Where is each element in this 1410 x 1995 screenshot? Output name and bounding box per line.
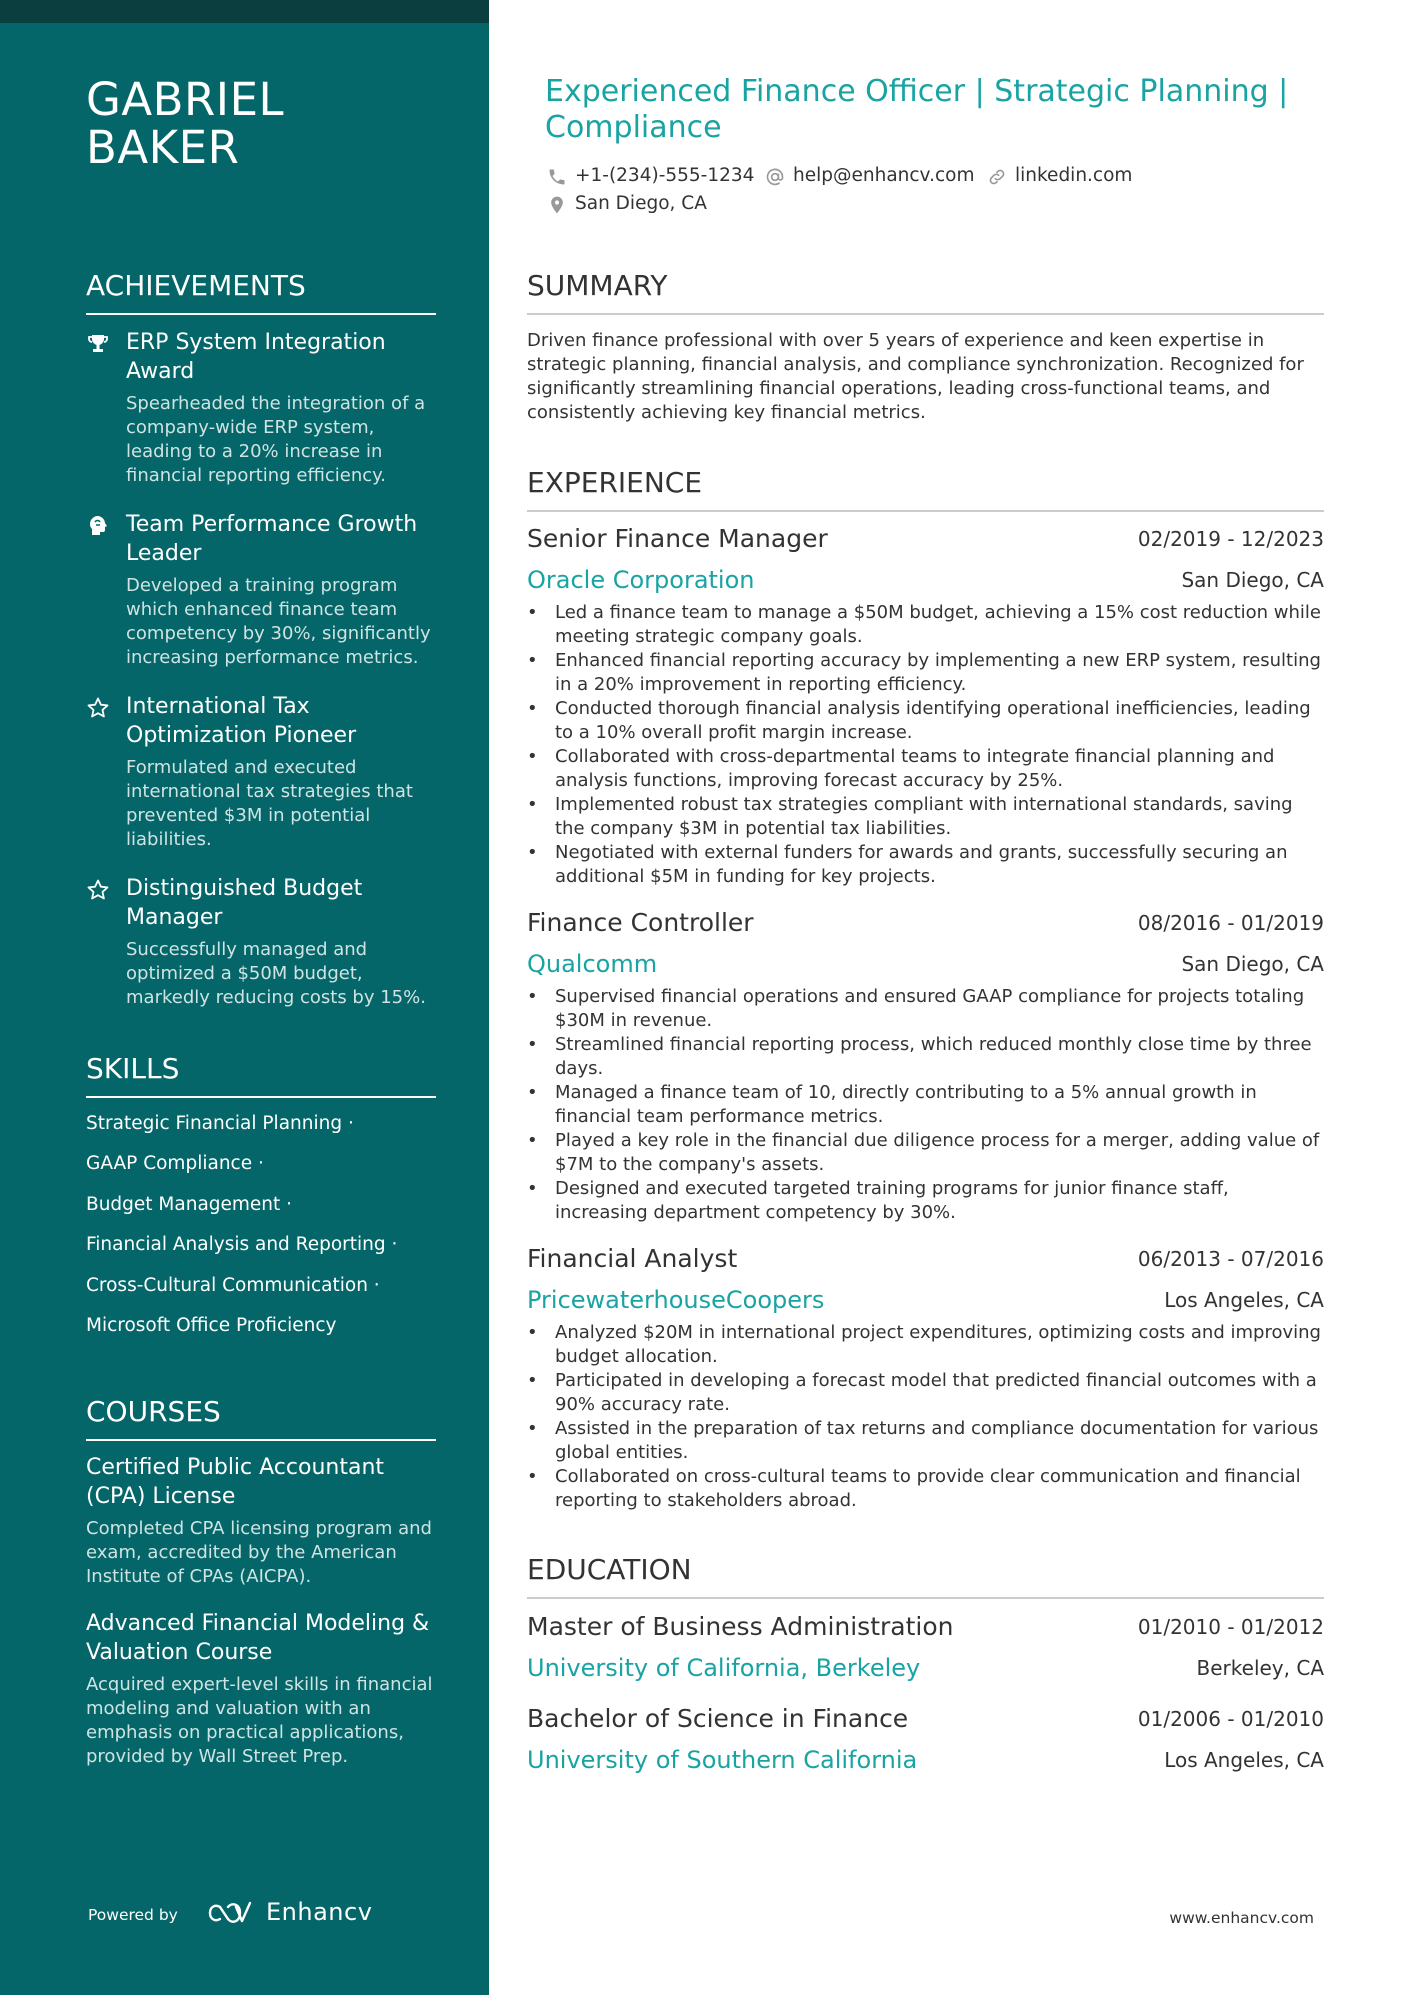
- candidate-name: [86, 73, 285, 174]
- trophy-icon: [86, 332, 110, 356]
- bullet-item: • Analyzed $20M in international project expenditures, optimizing costs and improving budget allocation.: [527, 1321, 1327, 1369]
- achievement-desc: Formulated and executed international tax strategies that prevented $3M in potential liabilities.: [126, 757, 413, 850]
- job-title: Financial Analyst: [527, 1244, 738, 1273]
- course-title: Advanced Financial Modeling & Valuation Course: [86, 1611, 430, 1665]
- summary-text: Driven finance professional with over 5 years of experience and keen expertise in strategic planning, financial analysis, and compliance synchronization. Recognized for significantly streamlining financial operations, leading cross-functional teams, and consistently achieving key financial metrics.: [527, 330, 1304, 423]
- name-first: GABRIEL: [86, 73, 285, 126]
- bullet-item: • Participated in developing a forecast model that predicted financial outcomes with a 90% accuracy rate.: [527, 1369, 1327, 1417]
- education-heading: EDUCATION: [527, 1553, 1324, 1599]
- enhancv-logo-icon: [206, 1898, 256, 1928]
- experience-heading: EXPERIENCE: [527, 466, 1324, 512]
- name-last: BAKER: [86, 121, 240, 174]
- school-name: University of California, Berkeley: [527, 1654, 921, 1682]
- achievement-title: Team Performance Growth Leader: [126, 512, 418, 566]
- achievement-title: International Tax Optimization Pioneer: [126, 694, 357, 748]
- linkedin-text[interactable]: linkedin.com: [1015, 165, 1133, 186]
- phone-text: +1-(234)-555-1234: [575, 165, 755, 186]
- courses-heading: COURSES: [86, 1395, 436, 1441]
- job-title: Senior Finance Manager: [527, 524, 828, 553]
- achievement-title: Distinguished Budget Manager: [126, 876, 363, 930]
- job-dates: 06/2013 - 07/2016: [1137, 1247, 1324, 1271]
- bullet-item: • Supervised financial operations and ensured GAAP compliance for projects totaling $30M in revenue.: [527, 985, 1327, 1033]
- job-dates: 02/2019 - 12/2023: [1137, 527, 1324, 551]
- course-title: Certified Public Accountant (CPA) License: [86, 1455, 385, 1509]
- job-company: Oracle Corporation: [527, 566, 755, 594]
- job-location: Los Angeles, CA: [1164, 1288, 1324, 1312]
- link-icon: [987, 167, 1007, 187]
- location-pin-icon: [547, 195, 567, 215]
- sidebar: [0, 0, 489, 1995]
- bullet-item: • Managed a finance team of 10, directly contributing to a 5% annual growth in financial team performance metrics.: [527, 1081, 1327, 1129]
- brain-head-icon: [86, 514, 110, 538]
- bullet-item: • Implemented robust tax strategies compliant with international standards, saving the company $3M in potential tax liabilities.: [527, 793, 1327, 841]
- skill-item: Financial Analysis and Reporting ·: [86, 1234, 398, 1255]
- course-desc: Acquired expert-level skills in financial modeling and valuation with an emphasis on practical applications, provided by Wall Street Prep.: [86, 1674, 433, 1767]
- bullet-item: • Negotiated with external funders for awards and grants, successfully securing an additional $5M in funding for key projects.: [527, 841, 1327, 889]
- location-text: San Diego, CA: [575, 193, 707, 214]
- bullet-item: • Assisted in the preparation of tax returns and compliance documentation for various global entities.: [527, 1417, 1327, 1465]
- school-location: Los Angeles, CA: [1164, 1748, 1324, 1772]
- bullet-item: • Enhanced financial reporting accuracy by implementing a new ERP system, resulting in a 20% improvement in reporting efficiency.: [527, 649, 1327, 697]
- job-bullets: [527, 601, 1327, 889]
- achievement-desc: Successfully managed and optimized a $50M budget, markedly reducing costs by 15%.: [126, 939, 426, 1008]
- brand-name: Enhancv: [266, 1898, 373, 1926]
- achievement-desc: Spearheaded the integration of a company-wide ERP system, leading to a 20% increase in financial reporting efficiency.: [126, 393, 426, 486]
- skill-item: Microsoft Office Proficiency: [86, 1315, 337, 1336]
- job-dates: 08/2016 - 01/2019: [1137, 911, 1324, 935]
- achievement-title: ERP System Integration Award: [126, 330, 386, 384]
- bullet-item: • Collaborated on cross-cultural teams to provide clear communication and financial reporting to stakeholders abroad.: [527, 1465, 1327, 1513]
- skill-item: GAAP Compliance ·: [86, 1153, 264, 1174]
- achievement-desc: Developed a training program which enhanced finance team competency by 30%, significantly increasing performance metrics.: [126, 575, 431, 668]
- job-location: San Diego, CA: [1181, 568, 1324, 592]
- education-dates: 01/2010 - 01/2012: [1137, 1615, 1324, 1639]
- bullet-item: • Collaborated with cross-departmental teams to integrate financial planning and analysis functions, improving forecast accuracy by 25%.: [527, 745, 1327, 793]
- job-bullets: [527, 985, 1327, 1225]
- degree-title: Bachelor of Science in Finance: [527, 1704, 909, 1733]
- star-icon: [86, 696, 110, 720]
- job-company: Qualcomm: [527, 950, 658, 978]
- bullet-item: • Streamlined financial reporting process, which reduced monthly close time by three days.: [527, 1033, 1327, 1081]
- achievements-heading: ACHIEVEMENTS: [86, 269, 436, 315]
- skill-item: Cross-Cultural Communication ·: [86, 1275, 380, 1296]
- bullet-item: • Played a key role in the financial due diligence process for a merger, adding value of $7M to the company's assets.: [527, 1129, 1327, 1177]
- job-title: Finance Controller: [527, 908, 754, 937]
- skill-item: Budget Management ·: [86, 1194, 293, 1215]
- degree-title: Master of Business Administration: [527, 1612, 954, 1641]
- skills-heading: SKILLS: [86, 1052, 436, 1098]
- summary-heading: SUMMARY: [527, 269, 1324, 315]
- education-dates: 01/2006 - 01/2010: [1137, 1707, 1324, 1731]
- headline-title: Experienced Finance Officer | Strategic Planning | Compliance: [545, 74, 1289, 145]
- job-bullets: [527, 1321, 1327, 1513]
- sidebar-top-bar: [0, 0, 489, 23]
- school-name: University of Southern California: [527, 1746, 918, 1774]
- skill-item: Strategic Financial Planning ·: [86, 1113, 354, 1134]
- bullet-item: • Designed and executed targeted training programs for junior finance staff, increasing department competency by 30%.: [527, 1177, 1327, 1225]
- email-text[interactable]: help@enhancv.com: [793, 165, 975, 186]
- powered-by-label: Powered by: [88, 1906, 178, 1924]
- footer-website-link[interactable]: www.enhancv.com: [1169, 1909, 1314, 1927]
- school-location: Berkeley, CA: [1196, 1656, 1324, 1680]
- at-icon: [765, 167, 785, 187]
- bullet-item: • Led a finance team to manage a $50M budget, achieving a 15% cost reduction while meeting strategic company goals.: [527, 601, 1327, 649]
- job-location: San Diego, CA: [1181, 952, 1324, 976]
- bullet-item: • Conducted thorough financial analysis identifying operational inefficiencies, leading to a 10% overall profit margin increase.: [527, 697, 1327, 745]
- phone-icon: [547, 167, 567, 187]
- job-company: PricewaterhouseCoopers: [527, 1286, 825, 1314]
- star-icon: [86, 878, 110, 902]
- course-desc: Completed CPA licensing program and exam, accredited by the American Institute of CPAs (AICPA).: [86, 1518, 432, 1587]
